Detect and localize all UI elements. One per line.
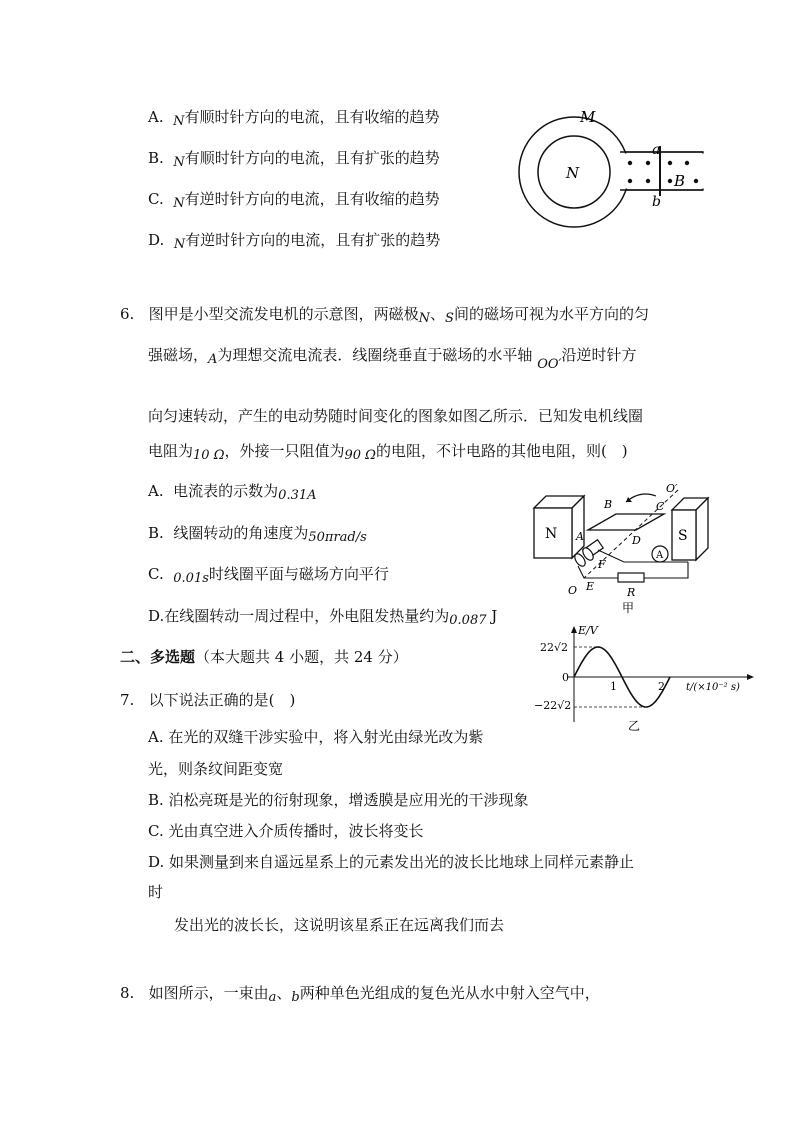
svg-text:E: E <box>586 580 595 593</box>
q6-line-1: 6. 图甲是小型交流发电机的示意图，两磁极N、S间的磁场可视为水平方向的匀 <box>120 305 649 326</box>
q6-line-2: 强磁场，A为理想交流电流表．线圈绕垂直于磁场的水平轴 OO′沿逆时针方 <box>148 346 637 372</box>
q7-option-c: C. 光由真空进入介质传播时，波长将变长 <box>148 822 424 840</box>
coil-plane <box>588 514 664 530</box>
svg-text:O′: O′ <box>666 482 678 495</box>
q6-option-c: C. 0.01s时线圈平面与磁场方向平行 <box>148 565 389 586</box>
magnet-n-side <box>572 496 584 558</box>
svg-text:甲: 甲 <box>622 601 635 615</box>
svg-text:a: a <box>652 142 661 158</box>
generator-figure <box>528 478 748 616</box>
q6-option-d: D.在线圈转动一周过程中，外电阻发热量约为0.087 J <box>148 607 498 628</box>
svg-text:A: A <box>576 530 584 543</box>
q6-line-4: 电阻为10 Ω，外接一只阻值为90 Ω的电阻，不计电路的其他电阻，则( ) <box>148 442 628 463</box>
q5-ring-figure <box>510 104 710 228</box>
svg-text:M: M <box>580 108 596 126</box>
resistor-r <box>618 573 644 582</box>
x-tick-1: 1 <box>610 680 617 693</box>
svg-text:F: F <box>598 558 606 571</box>
section-2-heading: 二、多选题（本大题共 4 小题，共 24 分） <box>120 648 408 666</box>
x-axis-label: t/(×10⁻² s) <box>686 682 740 693</box>
x-tick-2: 2 <box>658 680 665 693</box>
q6-option-a: A. 电流表的示数为0.31A <box>148 482 317 503</box>
q5-option-c: C. N有逆时针方向的电流，且有收缩的趋势 <box>148 190 440 211</box>
q7-option-d-1: D. 如果测量到来自遥远星系上的元素发出光的波长比地球上同样元素静止 <box>148 853 635 871</box>
q7-option-d-2: 时 <box>148 883 164 901</box>
y-tick-max: 22√2 <box>540 641 569 654</box>
svg-text:B: B <box>604 498 613 511</box>
q7-option-a-1: A. 在光的双缝干涉实验中，将入射光由绿光改为紫 <box>148 728 484 746</box>
svg-text:N: N <box>566 164 580 182</box>
svg-text:R: R <box>627 586 636 599</box>
svg-text:A: A <box>656 550 664 561</box>
q7-option-d-3: 发出光的波长长，这说明该星系正在远离我们而去 <box>174 916 505 934</box>
y-tick-zero: 0 <box>562 671 569 684</box>
q6-line-3: 向匀速转动，产生的电动势随时间变化的图象如图乙所示．已知发电机线圈 <box>148 407 644 425</box>
q7-option-a-2: 光，则条纹间距变宽 <box>148 760 284 778</box>
svg-text:S: S <box>678 528 688 544</box>
q6-option-b: B. 线圈转动的角速度为50πrad/s <box>148 524 367 545</box>
q8-stem: 8. 如图所示，一束由a、b两种单色光组成的复色光从水中射入空气中， <box>120 984 600 1005</box>
q5-option-a: A. N有顺时针方向的电流，且有收缩的趋势 <box>148 108 440 129</box>
q7-stem: 7. 以下说法正确的是( ) <box>120 691 296 709</box>
q7-option-b: B. 泊松亮斑是光的衍射现象，增透膜是应用光的干涉现象 <box>148 791 529 809</box>
svg-text:C: C <box>656 500 665 513</box>
q5-option-d: D. N有逆时针方向的电流，且有扩张的趋势 <box>148 231 441 252</box>
svg-text:b: b <box>652 194 661 210</box>
emf-chart <box>528 620 758 738</box>
svg-text:O: O <box>568 584 578 597</box>
q5-option-b: B. N有顺时针方向的电流，且有扩张的趋势 <box>148 149 440 170</box>
svg-text:D: D <box>632 534 641 547</box>
svg-text:N: N <box>545 526 558 542</box>
svg-text:B: B <box>674 172 686 190</box>
svg-text:E/V: E/V <box>578 624 598 637</box>
y-tick-min: −22√2 <box>534 699 572 712</box>
svg-text:乙: 乙 <box>628 719 641 733</box>
magnet-s-side <box>696 498 708 560</box>
